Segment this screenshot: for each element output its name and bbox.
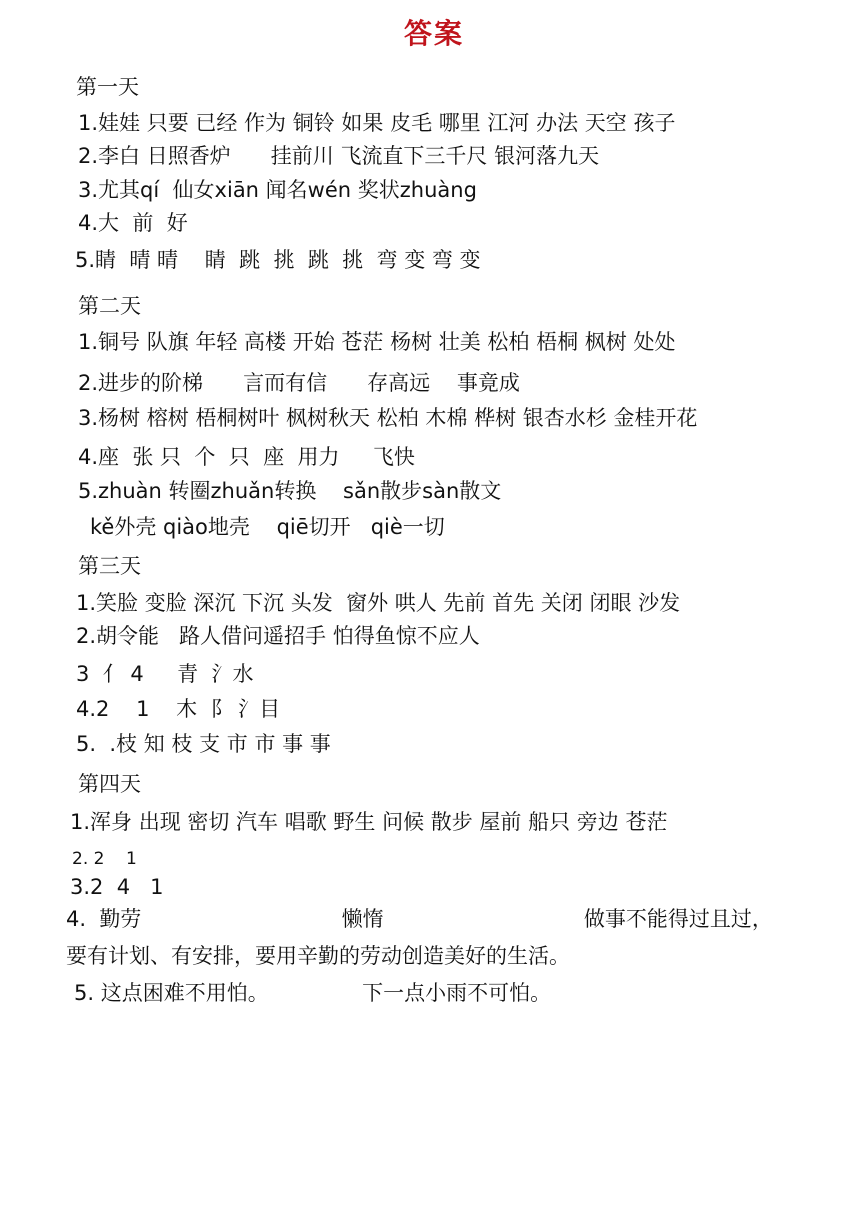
answer-line: 1.笑脸 变脸 深沉 下沉 头发 窗外 哄人 先前 首先 关闭 闭眼 沙发 [76, 591, 681, 615]
answer-line: 5.睛 晴 晴 睛 跳 挑 跳 挑 弯 变 弯 变 [75, 248, 481, 272]
answer-line: kě外壳 qiào地壳 qiē切开 qiè一切 [90, 515, 445, 539]
answer-line: 3.尤其qí 仙女xiān 闻名wén 奖状zhuàng [78, 178, 477, 202]
answer-line: 3.2 4 1 [70, 875, 164, 899]
answer-line: 4.2 1 木 阝 氵目 [76, 697, 281, 721]
section-heading-day2: 第二天 [78, 294, 141, 318]
page-title: 答案 [403, 17, 464, 50]
section-heading-day4: 第四天 [78, 772, 141, 796]
answer-line: 3 亻 4 青 氵水 [76, 662, 254, 686]
answer-line: 2.进步的阶梯 言而有信 存高远 事竟成 [78, 371, 520, 395]
answer-line: 4.座 张 只 个 只 座 用力 飞快 [78, 445, 415, 469]
answer-line: 1.浑身 出现 密切 汽车 唱歌 野生 问候 散步 屋前 船只 旁边 苍茫 [70, 810, 668, 834]
answer-line: 4. 勤劳 懒惰 做事不能得过且过， [66, 907, 773, 931]
answer-line: 5. 这点困难不用怕。 下一点小雨不可怕。 [74, 981, 552, 1005]
answer-line: 5.zhuàn 转圈zhuǎn转换 sǎn散步sàn散文 [78, 479, 502, 503]
answer-line: 要有计划、有安排，要用辛勤的劳动创造美好的生活。 [66, 944, 570, 968]
answer-line: 3.杨树 榕树 梧桐树叶 枫树秋天 松柏 木棉 桦树 银杏水杉 金桂开花 [78, 406, 698, 430]
answer-line: 2.李白 日照香炉 挂前川 飞流直下三千尺 银河落九天 [78, 144, 600, 168]
answer-line: 1.娃娃 只要 已经 作为 铜铃 如果 皮毛 哪里 江河 办法 天空 孩子 [78, 111, 676, 135]
answer-line: 2.胡令能 路人借问遥招手 怕得鱼惊不应人 [76, 624, 480, 648]
answer-line: 2. 2 1 [72, 849, 137, 869]
section-heading-day3: 第三天 [78, 554, 141, 578]
answer-line: 1.铜号 队旗 年轻 高楼 开始 苍茫 杨树 壮美 松柏 梧桐 枫树 处处 [78, 330, 676, 354]
answer-line: 5. .枝 知 枝 支 市 市 事 事 [76, 732, 331, 756]
answer-line: 4.大 前 好 [78, 211, 188, 235]
section-heading-day1: 第一天 [76, 75, 139, 99]
